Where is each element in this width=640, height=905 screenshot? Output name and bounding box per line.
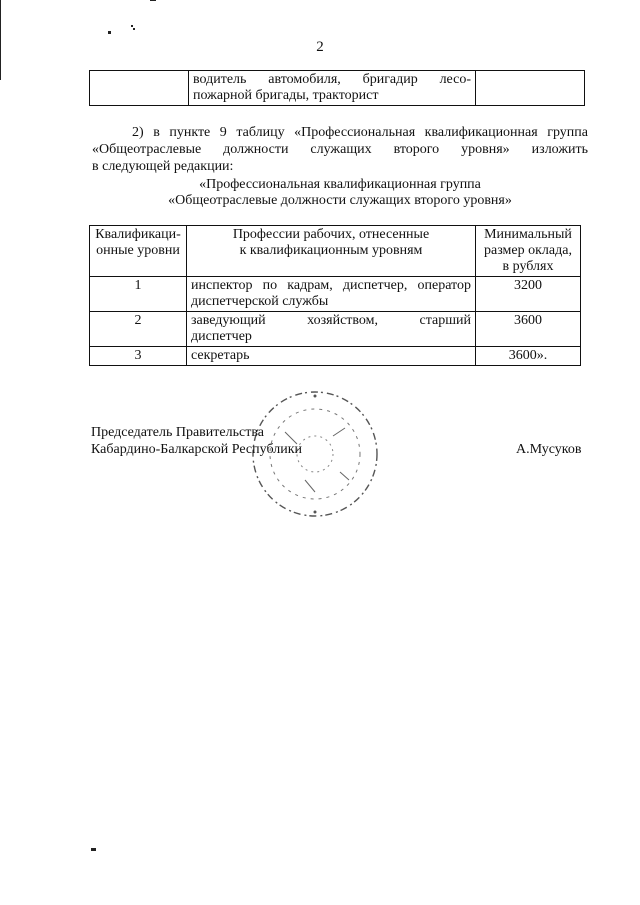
signatory-title-line: Председатель Правительства: [91, 425, 264, 440]
cell-level: 3: [90, 347, 187, 366]
table-header-row: [90, 226, 581, 277]
header-line: Квалификаци-: [95, 227, 181, 242]
continuation-table: [89, 70, 585, 106]
paragraph-line: 2) в пункте 9 таблицу «Профессиональная квалификационная группа: [132, 125, 588, 140]
cell-level: 2: [90, 312, 187, 347]
header-professions: [187, 226, 476, 277]
cell-level: 1: [90, 277, 187, 312]
cell-salary: 3600».: [476, 347, 581, 366]
group-heading: [92, 177, 588, 209]
cell-line: водитель автомобиля, бригадир лесо-: [193, 72, 471, 87]
header-line: Профессии рабочих, отнесенные: [232, 227, 430, 242]
page-number: 2: [316, 39, 324, 55]
cell-line: диспетчерской службы: [191, 294, 329, 309]
signatory-name: А.Мусуков: [516, 442, 582, 457]
heading-line: «Профессиональная квалификационная группа: [199, 177, 481, 192]
signatory-title: [91, 424, 302, 458]
cell-salary: 3200: [476, 277, 581, 312]
paragraph-line: в следующей редакции:: [92, 159, 234, 174]
signatory-title-line: Кабардино-Балкарской Республики: [91, 442, 302, 457]
header-levels: [90, 226, 187, 277]
cell-line: заведующий хозяйством, старший: [191, 313, 471, 328]
header-line: Минимальный: [484, 227, 572, 242]
table-row: [90, 347, 581, 366]
header-line: в рублях: [502, 259, 554, 274]
heading-line: «Общеотраслевые должности служащих второго уровня»: [168, 193, 512, 208]
cell-profession: [187, 312, 476, 347]
cell-line: инспектор по кадрам, диспетчер, оператор: [191, 278, 471, 293]
table-row: [90, 71, 585, 106]
table-cell-empty: [90, 71, 189, 106]
table-cell-professions: [189, 71, 476, 106]
table-row: [90, 312, 581, 347]
qualification-table: [89, 225, 581, 366]
table-row: [90, 277, 581, 312]
cell-line: диспетчер: [191, 329, 252, 344]
paragraph-line: «Общеотраслевые должности служащих второго уровня» изложить: [92, 142, 588, 157]
table-cell-empty: [476, 71, 585, 106]
header-salary: [476, 226, 581, 277]
cell-profession: секретарь: [187, 347, 476, 366]
amendment-paragraph: [92, 124, 588, 175]
header-line: онные уровни: [96, 243, 180, 258]
header-line: к квалификационным уровням: [239, 243, 423, 258]
cell-salary: 3600: [476, 312, 581, 347]
header-line: размер оклада,: [484, 243, 572, 258]
cell-line: пожарной бригады, тракторист: [193, 88, 379, 103]
cell-profession: [187, 277, 476, 312]
